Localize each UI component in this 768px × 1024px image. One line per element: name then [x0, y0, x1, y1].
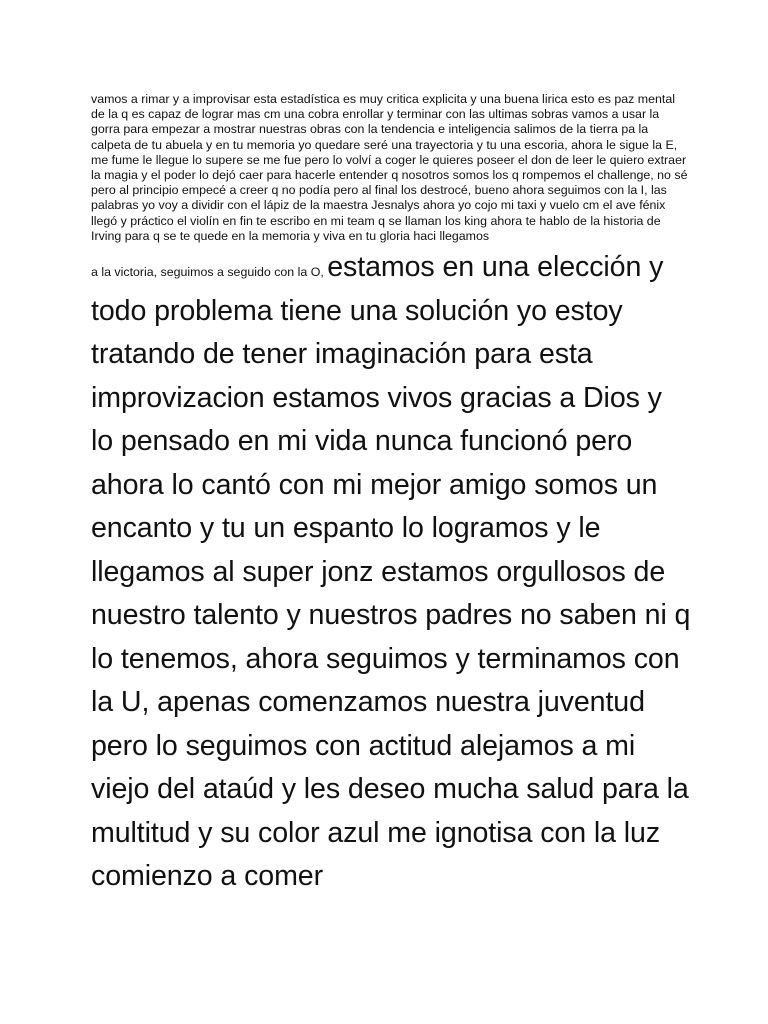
mixed-size-paragraph — [91, 248, 691, 901]
large-text-run: estamos en una elección y todo problema tiene una solución yo estoy tratando de tener imaginación para esta improvizacion estamos vivos gracias a Dios y lo pensado en mi vida nunca funcionó pero ahora lo cantó con mi mejor amigo somos un encanto y tu un espanto lo logramos y le llegamos al super jonz estamos orgullosos de nuestro talento y nuestros padres no saben ni q lo tenemos, ahora seguimos y terminamos con la U, apenas comenzamos nuestra juventud pero lo seguimos con actitud alejamos a mi viejo del ataúd y les deseo mucha salud para la multitud y su color azul me ignotisa con la luz comienzo a comer — [91, 251, 691, 893]
small-text-paragraph: vamos a rimar y a improvisar esta estadística es muy critica explicita y una buena lirica esto es paz mental de la q es capaz de lograr mas cm una cobra enrollar y terminar con las ultimas sobras vamos a usar la gorra para empezar a mostrar nuestras obras con la tendencia e inteligencia salimos de la tierra pa la calpeta de tu abuela y en tu memoria yo quedare seré una trayectoria y tu una escoria, ahora le sigue la E, me fume le llegue lo supere se me fue pero lo volví a coger le quieres poseer el don de leer le quiero extraer la magia y el poder lo dejó caer para hacerle entender q nosotros somos los q rompemos el challenge, no sé pero al principio empecé a creer q no podía pero al final los destrocé, bueno ahora seguimos con la I, las palabras yo voy a dividir con el lápiz de la maestra Jesnalys ahora yo cojo mi taxi y vuelo cm el ave fénix llegó y práctico el violín en fin te escribo en mi team q se llaman los king ahora te hablo de la historia de Irving para q se te quede en la memoria y viva en tu gloria haci llegamos — [91, 92, 688, 243]
transition-small-text: a la victoria, seguimos a seguido con la O, — [91, 265, 328, 280]
document-body — [91, 92, 691, 901]
